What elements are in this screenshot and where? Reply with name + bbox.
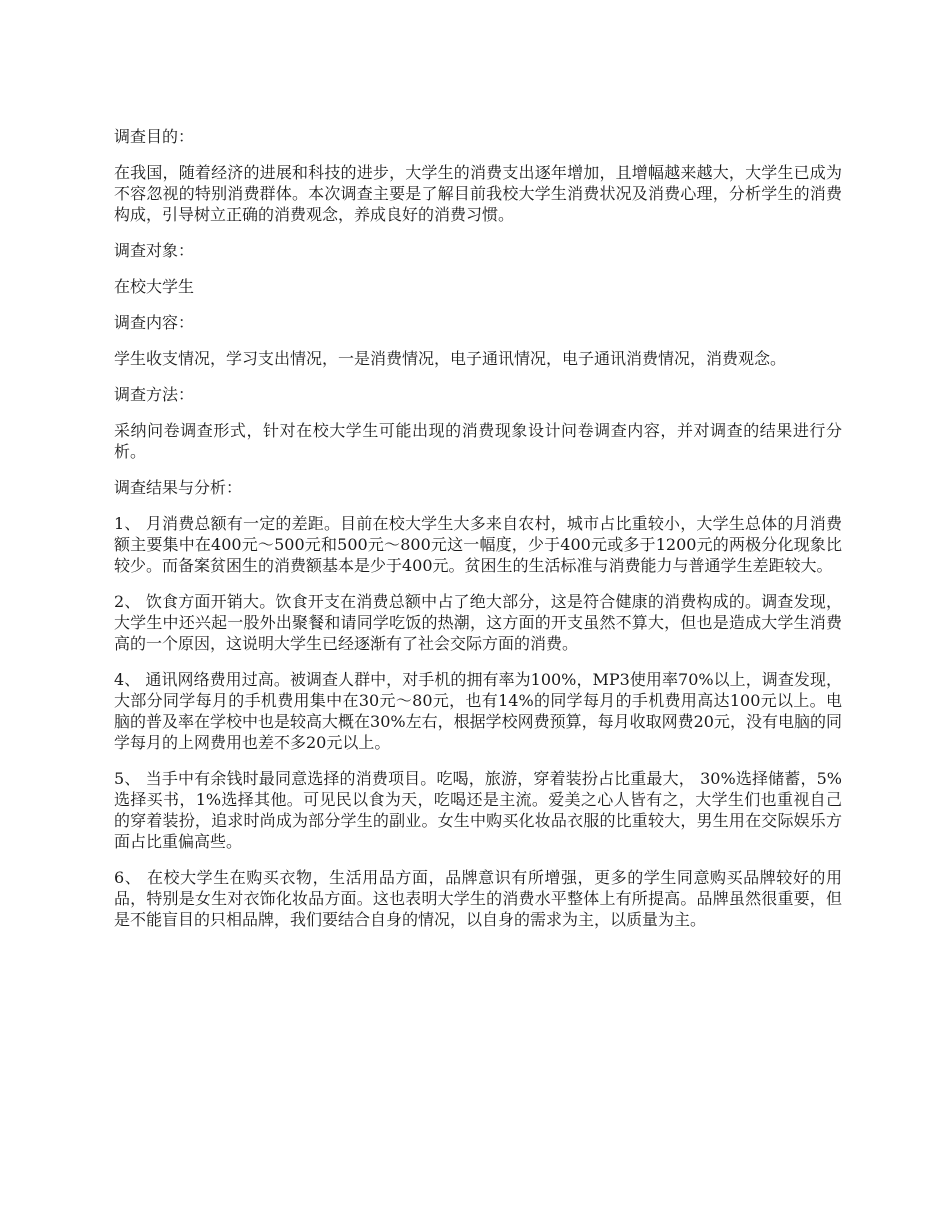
result-item-5: 5、 当手中有余钱时最同意选择的消费项目。吃喝，旅游，穿着装扮占比重最大， 30%选择储蓄，5%选择买书，1%选择其他。可见民以食为天，吃喝还是主流。爱美之心人皆有之，大学生们也重视自己的穿着装扮，追求时尚成为部分学生的副业。女生中购买化妆品衣服的比重较大，男生用在交际娱乐方面占比重偏高些。 [114, 769, 842, 851]
result-item-4: 4、 通讯网络费用过高。被调查人群中，对手机的拥有率为100%，MP3使用率70%以上，调查发现，大部分同学每月的手机费用集中在30元～80元，也有14%的同学每月的手机费用高达100元以上。电脑的普及率在学校中也是较高大概在30%左右，根据学校网费预算，每月收取网费20元，没有电脑的同学每月的上网费用也差不多20元以上。 [114, 670, 842, 752]
document-page [114, 126, 842, 945]
subject-paragraph: 在校大学生 [114, 277, 195, 296]
result-item-6: 6、 在校大学生在购买衣物，生活用品方面，品牌意识有所增强，更多的学生同意购买品牌较好的用品，特别是女生对衣饰化妆品方面。这也表明大学生的消费水平整体上有所提高。品牌虽然很重要，但是不能盲目的只相品牌，我们要结合自身的情况，以自身的需求为主，以质量为主。 [114, 868, 842, 929]
purpose-paragraph: 在我国，随着经济的进展和科技的进步，大学生的消费支出逐年增加，且增幅越来越大，大学生已成为不容忽视的特别消费群体。本次调查主要是了解目前我校大学生消费状况及消费心理，分析学生的消费构成，引导树立正确的消费观念，养成良好的消费习惯。 [114, 163, 842, 224]
subject-heading: 调查对象： [114, 241, 195, 260]
result-item-1: 1、 月消费总额有一定的差距。目前在校大学生大多来自农村，城市占比重较小，大学生总体的月消费额主要集中在400元～500元和500元～800元这一幅度，少于400元或多于1200元的两极分化现象比较少。而备案贫困生的消费额基本是少于400元。贫困生的生活标准与消费能力与普通学生差距较大。 [114, 514, 842, 575]
method-paragraph: 采纳问卷调查形式，针对在校大学生可能出现的消费现象设计问卷调查内容，并对调查的结果进行分析。 [114, 421, 842, 461]
content-heading: 调查内容： [114, 313, 195, 332]
method-heading: 调查方法： [114, 385, 195, 404]
purpose-heading: 调查目的： [114, 127, 195, 146]
result-item-2: 2、 饮食方面开销大。饮食开支在消费总额中占了绝大部分，这是符合健康的消费构成的。调查发现，大学生中还兴起一股外出聚餐和请同学吃饭的热潮，这方面的开支虽然不算大，但也是造成大学生消费高的一个原因，这说明大学生已经逐渐有了社会交际方面的消费。 [114, 592, 842, 653]
results-heading: 调查结果与分析： [114, 478, 243, 497]
content-paragraph: 学生收支情况，学习支出情况，一是消费情况，电子通讯情况，电子通讯消费情况，消费观念。 [114, 349, 787, 368]
